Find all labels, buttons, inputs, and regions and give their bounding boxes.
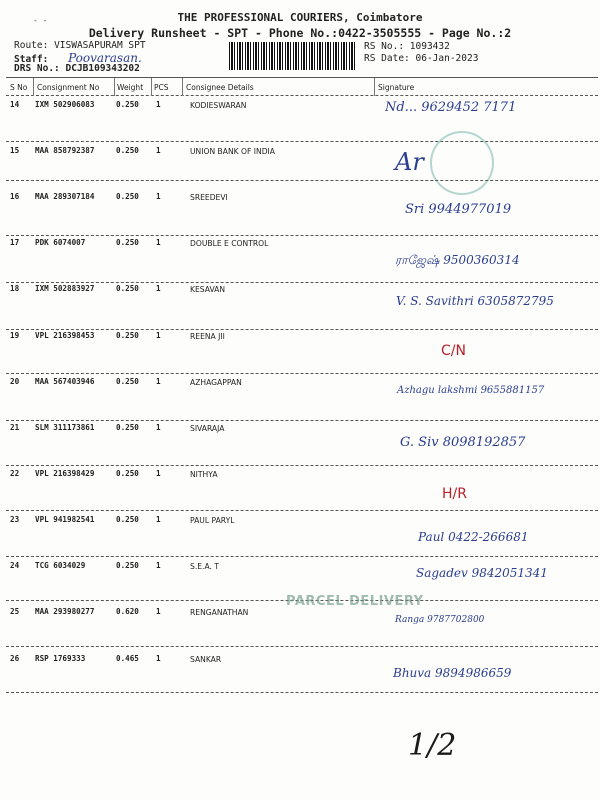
row-weight: 0.250 <box>116 331 139 340</box>
row-sno: 23 <box>10 515 20 524</box>
row-consignment: IXM 502883927 <box>35 284 95 293</box>
row-consignment: MAA 293980277 <box>35 607 95 616</box>
row-sno: 24 <box>10 561 20 570</box>
barcode <box>229 42 357 70</box>
row-consignee: PAUL PARYL <box>190 516 235 525</box>
row-divider <box>6 235 598 236</box>
rs-no-line <box>364 41 450 52</box>
row-consignee: KODIESWARAN <box>190 101 247 110</box>
row-pcs: 1 <box>156 561 161 570</box>
col-header-pcs: PCS <box>154 83 169 92</box>
row-pcs: 1 <box>156 192 161 201</box>
row-signature: Sagadev 9842051341 <box>416 566 548 580</box>
row-pcs: 1 <box>156 146 161 155</box>
row-weight: 0.250 <box>116 515 139 524</box>
route-label: Route: <box>14 40 49 51</box>
row-sno: 17 <box>10 238 20 247</box>
row-consignment: PDK 6074007 <box>35 238 86 247</box>
row-signature: G. Siv 8098192857 <box>400 435 526 450</box>
row-pcs: 1 <box>156 654 161 663</box>
row-divider <box>6 373 598 374</box>
col-header-consignee: Consignee Details <box>186 83 254 92</box>
row-weight: 0.250 <box>116 284 139 293</box>
row-divider <box>6 510 598 511</box>
row-signature: V. S. Savithri 6305872795 <box>396 294 554 308</box>
col-header-signature: Signature <box>378 83 415 92</box>
row-pcs: 1 <box>156 469 161 478</box>
row-weight: 0.250 <box>116 561 139 570</box>
row-pcs: 1 <box>156 284 161 293</box>
runsheet-title: Delivery Runsheet - SPT - Phone No.:0422-3505555 - Page No.:2 <box>88 26 512 40</box>
row-weight: 0.250 <box>116 146 139 155</box>
row-remark: H/R <box>442 486 467 502</box>
row-divider <box>6 282 598 283</box>
top-mark: - - <box>33 16 48 25</box>
col-header-sno: S No <box>10 83 28 92</box>
row-divider <box>6 465 598 466</box>
row-signature: ராஜேஷ் 9500360314 <box>395 253 520 267</box>
row-sno: 18 <box>10 284 20 293</box>
col-divider <box>374 78 375 96</box>
row-consignee: SIVARAJA <box>190 424 225 433</box>
row-consignee: S.E.A. T <box>190 562 219 571</box>
row-weight: 0.620 <box>116 607 139 616</box>
row-divider <box>6 141 598 142</box>
route-line <box>14 40 146 51</box>
row-weight: 0.250 <box>116 238 139 247</box>
row-sno: 21 <box>10 423 20 432</box>
row-consignment: VPL 216398429 <box>35 469 95 478</box>
drs-value: DCJB109343202 <box>65 63 140 74</box>
row-divider <box>6 329 598 330</box>
row-sno: 15 <box>10 146 20 155</box>
row-consignee: UNION BANK OF INDIA <box>190 147 275 156</box>
row-sno: 14 <box>10 100 20 109</box>
row-consignment: MAA 567403946 <box>35 377 95 386</box>
row-weight: 0.465 <box>116 654 139 663</box>
staff-label: Staff: <box>14 54 49 65</box>
row-consignment: SLM 311173861 <box>35 423 95 432</box>
row-pcs: 1 <box>156 423 161 432</box>
row-remark: C/N <box>441 343 466 359</box>
row-weight: 0.250 <box>116 423 139 432</box>
row-consignee: AZHAGAPPAN <box>190 378 242 387</box>
row-consignee: RENGANATHAN <box>190 608 249 617</box>
row-signature: Paul 0422-266681 <box>418 530 529 544</box>
row-pcs: 1 <box>156 377 161 386</box>
row-weight: 0.250 <box>116 469 139 478</box>
row-weight: 0.250 <box>116 192 139 201</box>
row-sno: 25 <box>10 607 20 616</box>
row-consignee: NITHYA <box>190 470 218 479</box>
row-divider <box>6 180 598 181</box>
row-signature: Ar <box>395 148 424 176</box>
row-signature: Azhagu lakshmi 9655881157 <box>397 385 545 396</box>
row-pcs: 1 <box>156 331 161 340</box>
page-mark: 1/2 <box>408 728 457 763</box>
col-divider <box>182 78 183 96</box>
rs-no-value: 1093432 <box>409 41 450 52</box>
col-divider <box>151 78 152 96</box>
row-consignment: IXM 502906083 <box>35 100 95 109</box>
row-consignee: SREEDEVI <box>190 193 228 202</box>
row-pcs: 1 <box>156 515 161 524</box>
row-pcs: 1 <box>156 100 161 109</box>
col-divider <box>33 78 34 96</box>
header-bottom-rule <box>6 95 598 96</box>
row-sno: 26 <box>10 654 20 663</box>
col-header-consignment: Consignment No <box>37 83 100 92</box>
row-divider <box>6 646 598 647</box>
header-top-rule <box>6 77 598 78</box>
row-consignment: VPL 941982541 <box>35 515 95 524</box>
row-consignee: SANKAR <box>190 655 222 664</box>
row-sno: 16 <box>10 192 20 201</box>
row-pcs: 1 <box>156 607 161 616</box>
row-consignee: KESAVAN <box>190 285 226 294</box>
rs-no-label: RS No.: <box>364 41 405 52</box>
row-sno: 20 <box>10 377 20 386</box>
row-signature: Bhuva 9894986659 <box>393 666 512 680</box>
row-signature: Ranga 9787702800 <box>395 615 485 625</box>
row-consignment: VPL 216398453 <box>35 331 95 340</box>
parcel-delivery-stamp: PARCEL DELIVERY <box>286 594 424 609</box>
company-title: THE PROFESSIONAL COURIERS, Coimbatore <box>177 11 423 24</box>
staff-signature: Poovarasan. <box>68 51 142 65</box>
row-divider <box>6 556 598 557</box>
rs-date-line <box>364 53 478 64</box>
row-consignment: TCG 6034029 <box>35 561 86 570</box>
row-divider <box>6 420 598 421</box>
row-divider <box>6 692 598 693</box>
rs-date-value: 06-Jan-2023 <box>415 53 479 64</box>
row-consignee: REENA JII <box>190 332 225 341</box>
row-weight: 0.250 <box>116 377 139 386</box>
drs-line <box>14 63 140 74</box>
col-divider <box>114 78 115 96</box>
row-signature: Nd... 9629452 7171 <box>385 100 517 115</box>
route-value: VISWASAPURAM SPT <box>54 40 146 51</box>
row-pcs: 1 <box>156 238 161 247</box>
row-consignment: MAA 858792387 <box>35 146 95 155</box>
col-header-weight: Weight <box>117 83 144 92</box>
row-consignee: DOUBLE E CONTROL <box>190 239 269 248</box>
row-sno: 19 <box>10 331 20 340</box>
row-weight: 0.250 <box>116 100 139 109</box>
row-signature: Sri 9944977019 <box>405 202 512 217</box>
row-consignment: RSP 1769333 <box>35 654 86 663</box>
rubber-seal <box>430 131 494 195</box>
rs-date-label: RS Date: <box>364 53 410 64</box>
drs-label: DRS No.: <box>14 63 60 74</box>
row-sno: 22 <box>10 469 20 478</box>
row-consignment: MAA 289307184 <box>35 192 95 201</box>
